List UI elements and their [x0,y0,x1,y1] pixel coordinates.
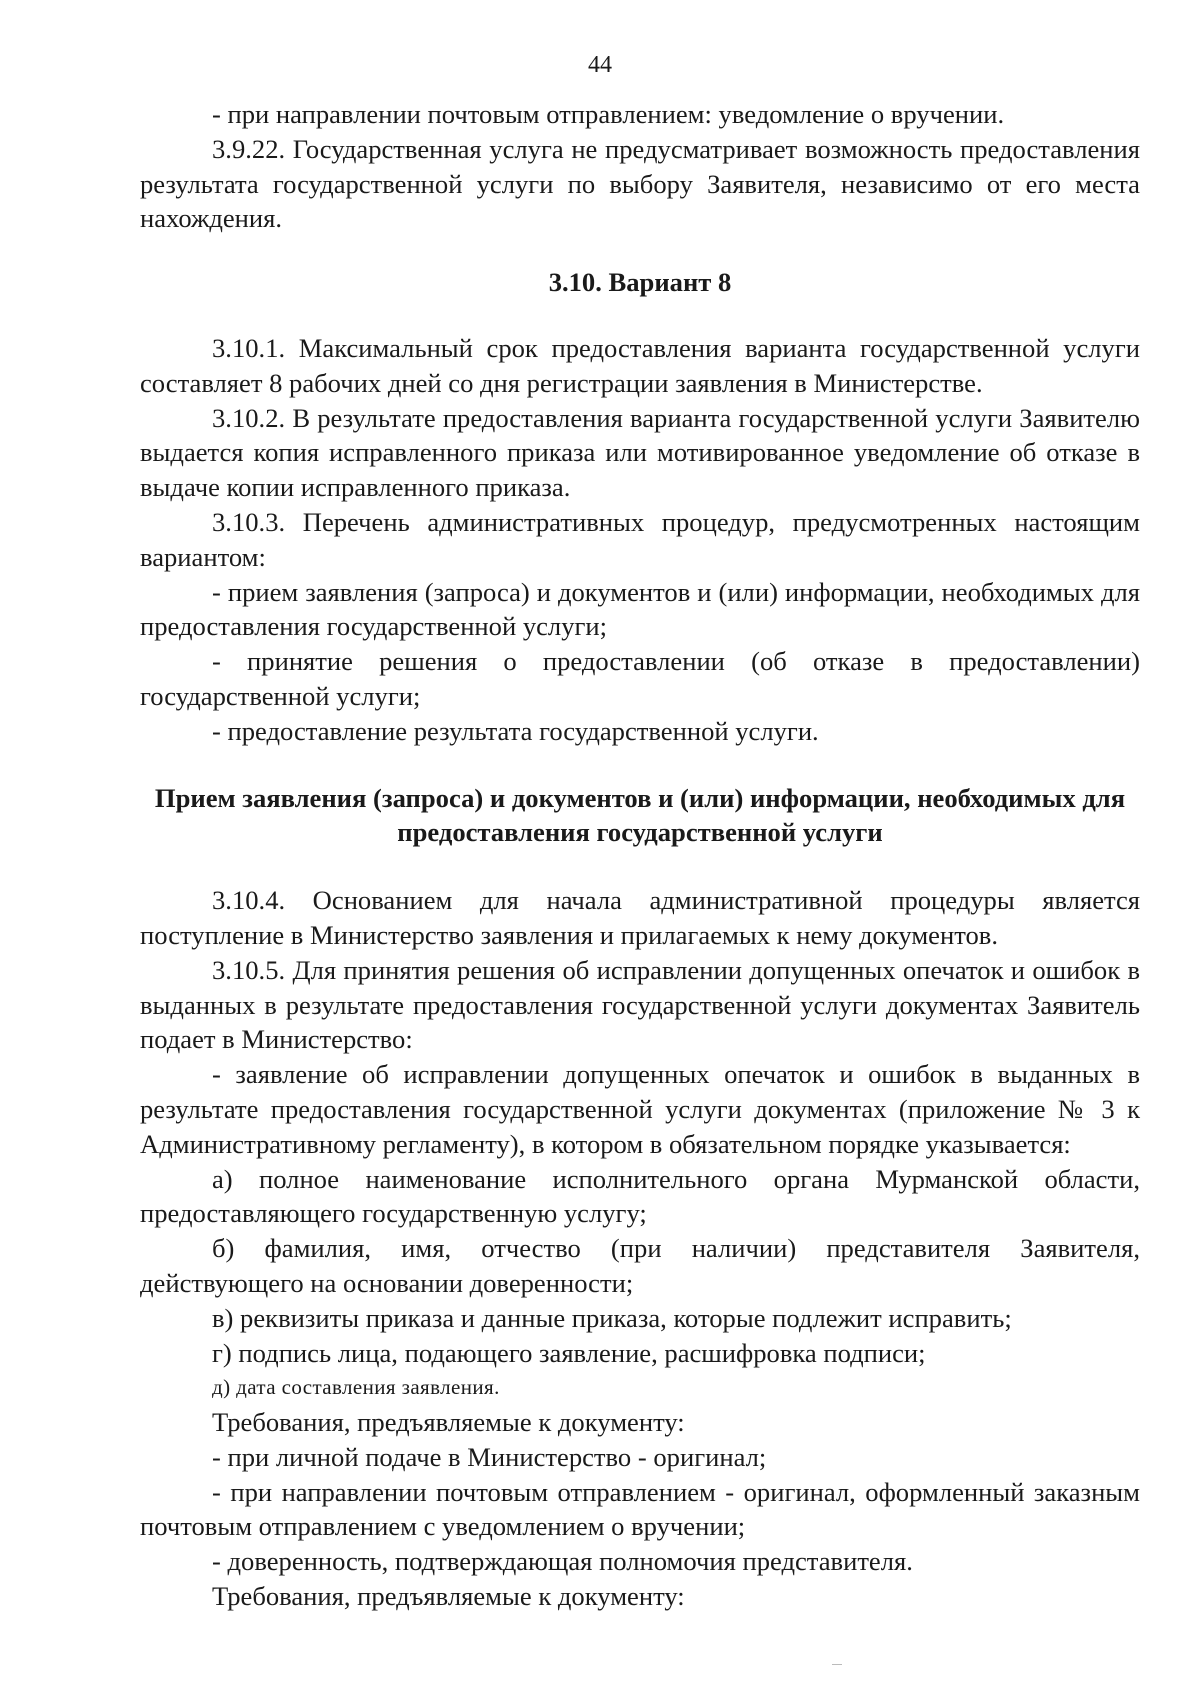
list-item-application: - заявление об исправлении допущенных опечаток и ошибок в выданных в результате предоставления государственной услуги документах (приложение № 3 к Административному регламенту), в котором в обязательном порядке указывается: [140,1059,1140,1159]
requirements-heading-2: Требования, предъявляемые к документу: [212,1581,685,1612]
paragraph-3-10-3: 3.10.3. Перечень административных процедур, предусмотренных настоящим вариантом: [140,506,1140,572]
subsection-heading: Прием заявления (запроса) и документов и (или) информации, необходимых для предоставления государственной услуги [154,782,1126,848]
section-heading-3-10: 3.10. Вариант 8 [548,267,732,298]
paragraph-3-10-1: 3.10.1. Максимальный срок предоставления варианта государственной услуги составляет 8 рабочих дней со дня регистрации заявления в Министерстве. [140,332,1140,398]
requirement-personal: - при личной подаче в Министерство - оригинал; [212,1441,767,1472]
paragraph-3-10-5: 3.10.5. Для принятия решения об исправлении допущенных опечаток и ошибок в выданных в результате предоставления государственной услуги документах Заявитель подает в Министерство: [140,954,1140,1055]
paragraph-postal-notice: - при направлении почтовым отправлением: уведомление о вручении. [212,99,1005,129]
requirement-postal: - при направлении почтовым отправлением - оригинал, оформленный заказным почтовым отправлением с уведомлением о вручении; [140,1476,1140,1542]
list-item-d: д) дата составления заявления. [212,1375,500,1400]
list-item-procedure-1: - прием заявления (запроса) и документов и (или) информации, необходимых для предоставления государственной услуги; [140,576,1140,642]
list-item-v: в) реквизиты приказа и данные приказа, которые подлежит исправить; [212,1302,1012,1333]
list-item-a: а) полное наименование исполнительного органа Мурманской области, предоставляющего государственную услугу; [140,1163,1140,1229]
scan-mark [832,1664,842,1665]
document-body [140,97,1140,1614]
requirements-heading-1: Требования, предъявляемые к документу: [212,1407,685,1438]
paragraph-3-10-4: 3.10.4. Основанием для начала административной процедуры является поступление в Министерство заявления и прилагаемых к нему документов. [140,885,1140,950]
paragraph-3-9-22: 3.9.22. Государственная услуга не предусматривает возможность предоставления результата государственной услуги по выбору Заявителя, независимо от его места нахождения. [140,133,1140,234]
paragraph-3-10-2: 3.10.2. В результате предоставления варианта государственной услуги Заявителю выдается копия исправленного приказа или мотивированное уведомление об отказе в выдаче копии исправленного приказа. [140,402,1140,503]
list-item-procedure-2: - принятие решения о предоставлении (об отказе в предоставлении) государственной услуги; [140,646,1140,711]
list-item-b: б) фамилия, имя, отчество (при наличии) представителя Заявителя, действующего на основании доверенности; [140,1233,1140,1298]
requirement-power-of-attorney: - доверенность, подтверждающая полномочия представителя. [212,1546,913,1577]
page-number: 44 [588,52,612,78]
list-item-procedure-3: - предоставление результата государственной услуги. [212,715,819,746]
list-item-g: г) подпись лица, подающего заявление, расшифровка подписи; [212,1337,926,1368]
